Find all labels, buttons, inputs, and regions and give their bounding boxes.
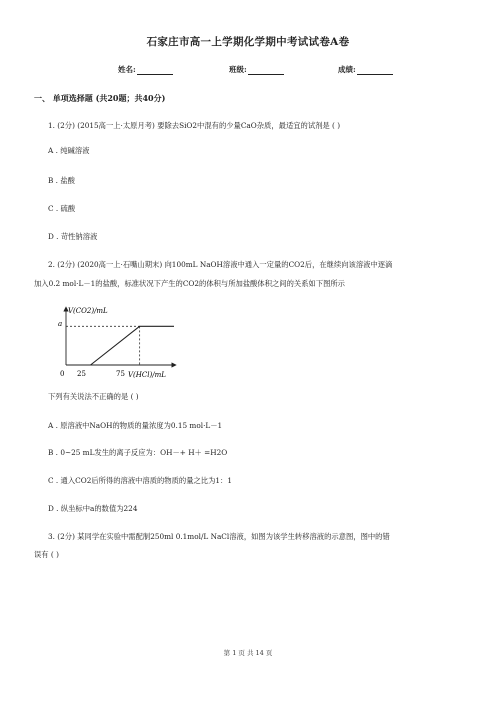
score-blank (357, 66, 393, 75)
x-axis-label: V(HCl)/mL (128, 371, 166, 379)
question-1-stem: 1. (2分) (2015高一上·太原月考) 要除去SiO2中混有的少量CaO杂质，最适宜的试剂是 ( ) (48, 121, 341, 130)
y-tick-a: a (58, 320, 63, 328)
score-label: 成绩: (338, 65, 356, 74)
series-line (66, 326, 174, 365)
question-3-stem-line1: 3. (2分) 某同学在实验中需配制250ml 0.1mol/L NaCl溶液，如图为该学生转移溶液的示意图，图中的错 (48, 532, 390, 541)
question-2-option-c: C . 通入CO2后所得的溶液中溶质的物质的量之比为1：1 (48, 476, 232, 485)
question-1-option-d: D . 苛性钠溶液 (48, 232, 98, 241)
question-2-option-a: A . 原溶液中NaOH的物质的量浓度为0.15 mol·L－1 (48, 421, 223, 430)
question-2-stem-line2: 加入0.2 mol·L－1的盐酸，标准状况下产生的CO2的体积与所加盐酸体积之间的关系如下图所示 (34, 279, 345, 288)
name-blank (137, 66, 173, 75)
question-1-option-a: A . 纯碱溶液 (48, 146, 90, 155)
x-tick-75: 75 (116, 370, 125, 378)
question-1-option-c: C . 硫酸 (48, 204, 76, 213)
question-2-option-d: D . 纵坐标中a的数值为224 (48, 504, 138, 513)
section-heading: 一、 单项选择题 (共20题；共40分) (34, 93, 166, 103)
score-field (338, 64, 393, 75)
name-field (118, 64, 173, 75)
y-axis-label: V(CO2)/mL (68, 307, 108, 315)
page-footer: 第 1 页 共 14 页 (223, 649, 273, 657)
class-field (229, 64, 284, 75)
class-blank (248, 66, 284, 75)
page-title: 石家庄市高一上学期化学期中考试试卷A卷 (146, 36, 350, 48)
class-label: 班级: (229, 65, 247, 74)
origin-label: 0 (60, 370, 65, 378)
question-2-graph (58, 303, 198, 383)
name-label: 姓名: (118, 65, 136, 74)
question-1-option-b: B . 盐酸 (48, 176, 75, 185)
question-2-prompt: 下列有关说法不正确的是 ( ) (48, 392, 139, 401)
question-3-stem-line2: 误有 ( ) (34, 550, 59, 559)
question-2-option-b: B . 0~25 mL发生的离子反应为：OH－+ H＋ =H2O (48, 448, 228, 457)
question-2-stem-line1: 2. (2分) (2020高一上·石嘴山期末) 向100mL NaOH溶液中通入一定量的CO2后，在继续向该溶液中逐滴 (48, 260, 393, 269)
x-tick-25: 25 (77, 370, 86, 378)
